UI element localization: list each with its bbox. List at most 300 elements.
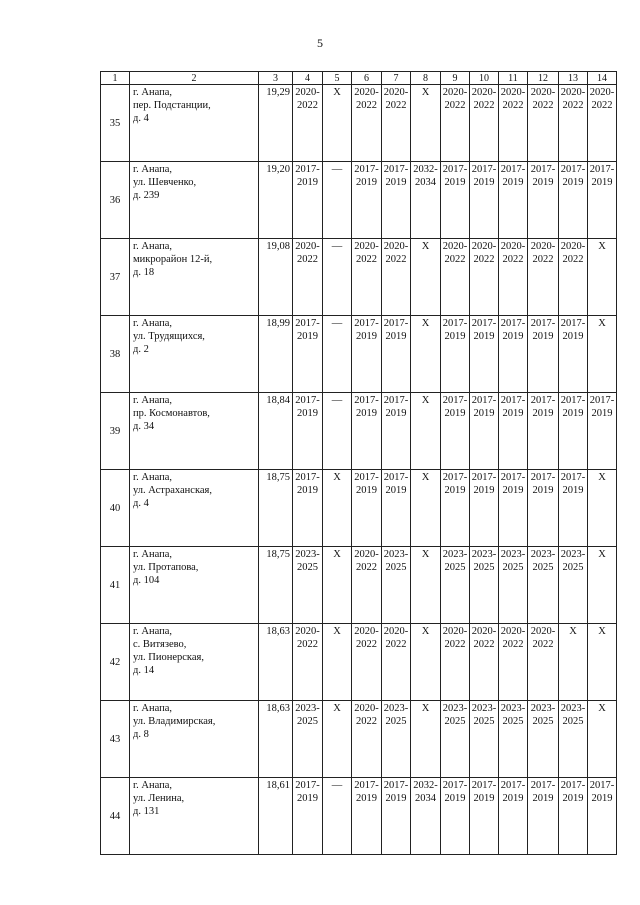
address-line: г. Анапа,: [133, 472, 173, 483]
column-header-10: 10: [470, 72, 499, 85]
period-text: 2017-: [295, 164, 320, 175]
row-number: 36: [101, 162, 130, 239]
period-cell-col-7: [382, 316, 411, 393]
address-line: с. Витязево,: [133, 639, 187, 650]
period-text: 2019: [502, 485, 524, 496]
address-line: ул. Астраханская,: [133, 485, 212, 496]
row-number: 35: [101, 85, 130, 162]
period-cell-col-4: [293, 547, 323, 624]
period-text: 2017-: [383, 164, 409, 175]
period-text: 2022: [502, 254, 524, 265]
period-cell-col-11: [499, 470, 528, 547]
period-cell-col-10: [470, 85, 499, 162]
period-text: 2025: [444, 562, 466, 573]
period-cell-col-8: [411, 393, 441, 470]
period-text: 2022: [385, 100, 407, 111]
column-header-6: 6: [352, 72, 382, 85]
period-cell-col-14: [588, 624, 617, 701]
period-text: 2022: [532, 639, 554, 650]
period-cell-col-8: [411, 778, 441, 855]
row-number: 37: [101, 239, 130, 316]
period-text: 2020-: [500, 626, 526, 637]
period-text: 2019: [562, 408, 584, 419]
period-text: 2025: [444, 716, 466, 727]
period-text: X: [333, 703, 341, 714]
period-cell-col-7: [382, 624, 411, 701]
address-line: д. 104: [133, 575, 160, 586]
period-cell-col-9: [441, 239, 470, 316]
page-number: 5: [317, 36, 323, 50]
period-cell-col-10: [470, 239, 499, 316]
column-header-4: 4: [293, 72, 323, 85]
period-text: 2017-: [354, 164, 379, 175]
address-line: ул. Шевченко,: [133, 177, 197, 188]
column-header-1: 1: [101, 72, 130, 85]
period-cell-col-11: [499, 316, 528, 393]
table-row: [101, 778, 617, 855]
period-cell-col-9: [441, 624, 470, 701]
period-cell-col-4: [293, 239, 323, 316]
period-text: 2020-: [500, 87, 526, 98]
period-text: 2017-: [560, 318, 586, 329]
address-line: микрорайон 12-й,: [133, 254, 213, 265]
period-cell-col-9: [441, 470, 470, 547]
period-cell-col-8: [411, 316, 441, 393]
row-number: 42: [101, 624, 130, 701]
area-cell: 18,63: [259, 624, 293, 701]
row-number: 44: [101, 778, 130, 855]
period-text: 2023-: [471, 703, 497, 714]
address-cell: [130, 547, 259, 624]
row-number: 39: [101, 393, 130, 470]
period-text: 2017-: [383, 395, 409, 406]
period-text: 2022: [297, 639, 318, 650]
period-text: 2025: [502, 716, 524, 727]
period-text: 2017-: [560, 164, 586, 175]
period-text: 2017-: [442, 164, 468, 175]
address-line: ул. Владимирская,: [133, 716, 216, 727]
period-cell-col-14: [588, 162, 617, 239]
period-text: 2019: [297, 793, 318, 804]
period-cell-col-4: [293, 778, 323, 855]
period-cell-col-5: [323, 470, 352, 547]
period-cell-col-6: [352, 470, 382, 547]
column-header-8: 8: [411, 72, 441, 85]
period-text: 2022: [444, 639, 466, 650]
period-text: 2017-: [530, 164, 556, 175]
period-text: 2023-: [560, 549, 586, 560]
period-text: 2020-: [530, 87, 556, 98]
address-line: д. 34: [133, 421, 155, 432]
address-cell: [130, 239, 259, 316]
period-text: X: [333, 472, 341, 483]
period-text: X: [598, 318, 606, 329]
period-text: 2019: [385, 793, 407, 804]
period-cell-col-8: [411, 85, 441, 162]
period-cell-col-4: [293, 393, 323, 470]
address-line: д. 14: [133, 665, 155, 676]
period-text: 2017-: [383, 472, 409, 483]
period-text: 2017-: [442, 780, 468, 791]
period-text: 2017-: [500, 318, 526, 329]
period-text: 2022: [385, 254, 407, 265]
period-text: 2017-: [530, 780, 556, 791]
address-line: г. Анапа,: [133, 703, 173, 714]
period-text: 2020-: [530, 626, 556, 637]
period-cell-col-5: [323, 162, 352, 239]
period-text: —: [331, 164, 343, 175]
period-cell-col-4: [293, 701, 323, 778]
address-line: г. Анапа,: [133, 318, 173, 329]
period-text: 2019: [356, 331, 377, 342]
table-row: [101, 393, 617, 470]
period-text: X: [421, 549, 430, 560]
area-cell: 19,08: [259, 239, 293, 316]
column-header-2: 2: [130, 72, 259, 85]
period-cell-col-5: [323, 778, 352, 855]
table-row: [101, 547, 617, 624]
period-text: 2020-: [383, 241, 409, 252]
period-text: 2023-: [442, 703, 468, 714]
period-text: 2020-: [560, 87, 586, 98]
period-cell-col-11: [499, 162, 528, 239]
period-text: 2019: [532, 177, 554, 188]
period-text: 2022: [356, 716, 377, 727]
period-text: 2019: [473, 408, 495, 419]
address-line: д. 4: [133, 498, 149, 509]
header-row: [101, 72, 617, 85]
period-text: 2019: [385, 408, 407, 419]
period-text: 2023-: [500, 549, 526, 560]
address-cell: [130, 470, 259, 547]
period-text: 2019: [356, 485, 377, 496]
period-cell-col-7: [382, 701, 411, 778]
period-cell-col-12: [528, 393, 559, 470]
period-text: X: [421, 241, 430, 252]
period-cell-col-13: [559, 85, 588, 162]
period-cell-col-13: [559, 316, 588, 393]
table-row: [101, 162, 617, 239]
period-text: 2019: [502, 408, 524, 419]
period-text: 2022: [297, 100, 318, 111]
period-text: 2022: [385, 639, 407, 650]
area-cell: 18,75: [259, 547, 293, 624]
period-cell-col-6: [352, 393, 382, 470]
period-cell-col-12: [528, 547, 559, 624]
period-cell-col-12: [528, 239, 559, 316]
row-number: 38: [101, 316, 130, 393]
period-cell-col-11: [499, 701, 528, 778]
column-header-13: 13: [559, 72, 588, 85]
period-cell-col-14: [588, 239, 617, 316]
period-text: 2019: [473, 485, 495, 496]
period-text: 2020-: [471, 626, 497, 637]
period-text: 2017-: [383, 318, 409, 329]
period-cell-col-5: [323, 239, 352, 316]
period-text: 2019: [562, 331, 584, 342]
period-text: 2022: [562, 254, 584, 265]
area-cell: 18,61: [259, 778, 293, 855]
period-text: 2017-: [589, 395, 615, 406]
period-cell-col-11: [499, 624, 528, 701]
column-header-5: 5: [323, 72, 352, 85]
period-cell-col-6: [352, 624, 382, 701]
period-text: 2023-: [295, 549, 320, 560]
period-cell-col-7: [382, 162, 411, 239]
period-text: 2020-: [589, 87, 615, 98]
period-text: X: [598, 703, 606, 714]
period-text: 2017-: [589, 780, 615, 791]
period-text: 2020-: [442, 626, 468, 637]
period-cell-col-13: [559, 162, 588, 239]
period-text: 2019: [562, 177, 584, 188]
address-line: г. Анапа,: [133, 395, 173, 406]
address-cell: [130, 701, 259, 778]
period-cell-col-9: [441, 162, 470, 239]
period-text: 2025: [532, 716, 554, 727]
period-text: 2023-: [295, 703, 320, 714]
period-text: 2022: [444, 254, 466, 265]
table-row: [101, 701, 617, 778]
period-text: 2020-: [383, 626, 409, 637]
period-text: 2019: [385, 331, 407, 342]
period-text: —: [331, 241, 343, 252]
period-cell-col-11: [499, 778, 528, 855]
period-text: 2022: [473, 100, 495, 111]
period-cell-col-12: [528, 85, 559, 162]
period-cell-col-7: [382, 393, 411, 470]
period-text: 2017-: [530, 472, 556, 483]
period-text: 2019: [444, 331, 466, 342]
period-text: 2020-: [442, 87, 468, 98]
schedule-table: [100, 71, 617, 855]
period-cell-col-10: [470, 316, 499, 393]
table-row: [101, 316, 617, 393]
period-cell-col-12: [528, 162, 559, 239]
period-cell-col-8: [411, 701, 441, 778]
period-text: 2017-: [295, 318, 320, 329]
period-text: —: [331, 318, 343, 329]
period-cell-col-6: [352, 778, 382, 855]
period-cell-col-9: [441, 85, 470, 162]
period-cell-col-8: [411, 470, 441, 547]
period-text: 2020-: [295, 241, 320, 252]
period-text: 2023-: [530, 549, 556, 560]
period-text: 2025: [473, 716, 495, 727]
period-cell-col-5: [323, 701, 352, 778]
area-cell: 18,75: [259, 470, 293, 547]
period-cell-col-4: [293, 162, 323, 239]
period-text: 2017-: [500, 780, 526, 791]
period-text: 2017-: [295, 780, 320, 791]
period-text: 2022: [356, 562, 377, 573]
period-text: 2023-: [530, 703, 556, 714]
period-text: 2019: [385, 485, 407, 496]
table-row: [101, 85, 617, 162]
period-cell-col-12: [528, 316, 559, 393]
period-text: 2022: [502, 639, 524, 650]
period-text: 2019: [297, 408, 318, 419]
period-text: X: [598, 241, 606, 252]
period-text: 2017-: [442, 472, 468, 483]
address-line: пер. Подстанции,: [133, 100, 211, 111]
period-text: 2022: [532, 254, 554, 265]
address-line: д. 131: [133, 806, 160, 817]
column-header-7: 7: [382, 72, 411, 85]
period-cell-col-14: [588, 701, 617, 778]
period-cell-col-9: [441, 778, 470, 855]
address-cell: [130, 393, 259, 470]
period-text: 2020-: [354, 703, 379, 714]
period-text: 2023-: [500, 703, 526, 714]
period-text: 2022: [532, 100, 554, 111]
period-text: 2019: [562, 793, 584, 804]
period-text: X: [598, 626, 606, 637]
address-line: г. Анапа,: [133, 87, 173, 98]
period-text: 2022: [297, 254, 318, 265]
period-text: 2023-: [560, 703, 586, 714]
period-text: 2022: [473, 639, 495, 650]
period-cell-col-10: [470, 624, 499, 701]
period-cell-col-14: [588, 778, 617, 855]
period-text: 2017-: [530, 395, 556, 406]
table-row: [101, 624, 617, 701]
period-cell-col-5: [323, 85, 352, 162]
period-cell-col-5: [323, 393, 352, 470]
period-text: X: [333, 549, 341, 560]
address-cell: [130, 316, 259, 393]
period-text: X: [598, 472, 606, 483]
period-cell-col-9: [441, 547, 470, 624]
column-header-3: 3: [259, 72, 293, 85]
period-text: X: [421, 626, 430, 637]
address-cell: [130, 85, 259, 162]
period-cell-col-8: [411, 239, 441, 316]
period-text: 2020-: [530, 241, 556, 252]
period-text: 2022: [444, 100, 466, 111]
period-text: 2017-: [442, 395, 468, 406]
period-cell-col-9: [441, 316, 470, 393]
period-cell-col-10: [470, 701, 499, 778]
period-text: 2022: [473, 254, 495, 265]
period-text: 2034: [415, 177, 436, 188]
period-text: 2019: [591, 177, 613, 188]
period-text: 2020-: [442, 241, 468, 252]
period-cell-col-11: [499, 393, 528, 470]
address-line: г. Анапа,: [133, 241, 173, 252]
address-line: ул. Пионерская,: [133, 652, 204, 663]
period-text: 2019: [297, 485, 318, 496]
period-text: 2017-: [354, 472, 379, 483]
period-text: 2023-: [442, 549, 468, 560]
period-text: 2022: [591, 100, 613, 111]
period-cell-col-11: [499, 85, 528, 162]
period-text: 2017-: [471, 395, 497, 406]
period-cell-col-8: [411, 162, 441, 239]
address-cell: [130, 778, 259, 855]
address-line: г. Анапа,: [133, 164, 173, 175]
period-text: 2017-: [471, 318, 497, 329]
period-text: X: [421, 395, 430, 406]
period-text: 2019: [473, 177, 495, 188]
column-header-14: 14: [588, 72, 617, 85]
period-text: 2017-: [442, 318, 468, 329]
period-text: 2023-: [471, 549, 497, 560]
period-cell-col-13: [559, 547, 588, 624]
period-text: 2025: [297, 716, 318, 727]
period-cell-col-5: [323, 547, 352, 624]
period-text: 2017-: [471, 780, 497, 791]
period-text: 2019: [297, 177, 318, 188]
period-text: 2025: [385, 562, 407, 573]
period-text: 2019: [444, 408, 466, 419]
period-text: 2020-: [354, 87, 379, 98]
period-text: 2025: [385, 716, 407, 727]
period-text: 2017-: [295, 395, 320, 406]
period-cell-col-13: [559, 778, 588, 855]
period-cell-col-14: [588, 316, 617, 393]
period-text: 2019: [591, 408, 613, 419]
period-text: —: [331, 395, 343, 406]
period-text: 2019: [502, 793, 524, 804]
period-text: 2017-: [500, 164, 526, 175]
period-text: 2019: [502, 331, 524, 342]
period-text: 2017-: [471, 164, 497, 175]
period-text: 2017-: [295, 472, 320, 483]
period-text: 2019: [532, 331, 554, 342]
period-text: 2025: [562, 562, 584, 573]
period-text: 2017-: [589, 164, 615, 175]
period-text: 2017-: [560, 472, 586, 483]
period-text: 2019: [532, 408, 554, 419]
period-cell-col-7: [382, 85, 411, 162]
period-text: 2025: [532, 562, 554, 573]
period-cell-col-11: [499, 239, 528, 316]
period-text: 2019: [297, 331, 318, 342]
period-text: 2020-: [354, 626, 379, 637]
period-text: X: [421, 472, 430, 483]
period-text: 2019: [356, 408, 377, 419]
period-text: 2019: [444, 485, 466, 496]
period-text: 2019: [502, 177, 524, 188]
period-cell-col-14: [588, 470, 617, 547]
period-text: 2019: [444, 177, 466, 188]
period-cell-col-12: [528, 624, 559, 701]
period-text: X: [421, 87, 430, 98]
period-text: 2017-: [560, 780, 586, 791]
period-text: 2020-: [471, 87, 497, 98]
period-cell-col-4: [293, 624, 323, 701]
period-cell-col-6: [352, 701, 382, 778]
period-cell-col-7: [382, 239, 411, 316]
address-line: д. 239: [133, 190, 160, 201]
period-text: 2020-: [383, 87, 409, 98]
period-text: 2019: [532, 485, 554, 496]
address-line: ул. Ленина,: [133, 793, 185, 804]
period-text: 2023-: [383, 703, 409, 714]
period-cell-col-12: [528, 470, 559, 547]
row-number: 43: [101, 701, 130, 778]
period-cell-col-6: [352, 162, 382, 239]
period-cell-col-13: [559, 624, 588, 701]
period-text: 2017-: [354, 318, 379, 329]
address-line: г. Анапа,: [133, 626, 173, 637]
period-cell-col-6: [352, 85, 382, 162]
period-text: 2022: [562, 100, 584, 111]
table-row: [101, 470, 617, 547]
period-cell-col-8: [411, 624, 441, 701]
period-cell-col-13: [559, 393, 588, 470]
